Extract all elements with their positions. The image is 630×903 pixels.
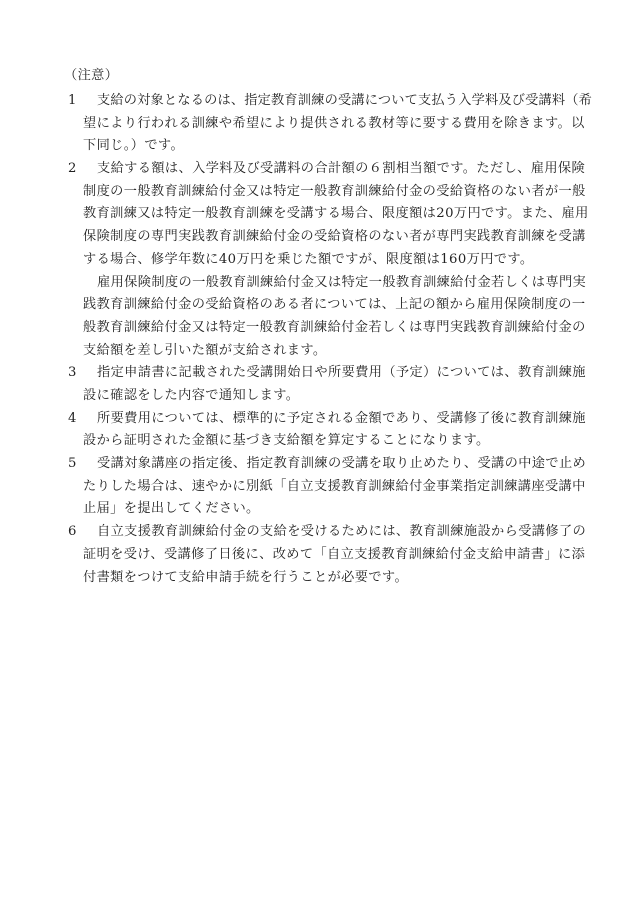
item-2-line-9: 支給額を差し引いた額が支給されます。 <box>83 343 327 358</box>
item-2-line-2: 制度の一般教育訓練給付金又は特定一般教育訓練給付金の受給資格のない者が一般 <box>83 184 586 199</box>
item-3-line-1: 指定申請書に記載された受講開始日や所要費用（予定）については、教育訓練施 <box>97 365 586 380</box>
item-2-line-1: 支給する額は、入学料及び受講料の合計額の６割相当額です。ただし、雇用保険 <box>97 161 586 176</box>
item-6-line-3: 付書類をつけて支給申請手続を行うことが必要です。 <box>83 570 409 585</box>
item-4-number: 4 <box>68 411 77 426</box>
item-2-line-8: 般教育訓練給付金又は特定一般教育訓練給付金若しくは専門実践教育訓練給付金の <box>83 320 586 335</box>
item-6-line-1: 自立支援教育訓練給付金の支給を受けるためには、教育訓練施設から受講修了の <box>97 524 587 539</box>
item-2-line-4: 保険制度の専門実践教育訓練給付金の受給資格のない者が専門実践教育訓練を受講 <box>83 229 586 244</box>
item-2-line-3: 教育訓練又は特定一般教育訓練を受講する場合、限度額は20万円です。また、雇用 <box>83 206 589 221</box>
item-1-line-3: 下同じ。）です。 <box>83 138 185 153</box>
item-1-line-2: 望により行われる訓練や希望により提供される教材等に要する費用を除きます。以 <box>83 116 585 131</box>
item-6-number: 6 <box>68 524 77 539</box>
item-3-line-2: 設に確認をした内容で通知します。 <box>83 388 300 403</box>
item-1-number: 1 <box>68 93 77 108</box>
item-4-line-1: 所要費用については、標準的に予定される金額であり、受講修了後に教育訓練施 <box>97 411 586 426</box>
item-5-line-2: たりした場合は、速やかに別紙「自立支援教育訓練給付金事業指定訓練講座受講中 <box>83 479 586 494</box>
item-2-line-6: 雇用保険制度の一般教育訓練給付金又は特定一般教育訓練給付金若しくは専門実 <box>97 275 587 290</box>
item-2-number: 2 <box>68 161 77 176</box>
item-2-line-5: する場合、修学年数に40万円を乗じた額ですが、限度額は160万円です。 <box>83 252 534 267</box>
item-5-line-1: 受講対象講座の指定後、指定教育訓練の受講を取り止めたり、受講の中途で止め <box>97 456 587 471</box>
item-4-line-2: 設から証明された金額に基づき支給額を算定することになります。 <box>83 433 490 448</box>
item-6-line-2: 証明を受け、受講修了日後に、改めて「自立支援教育訓練給付金支給申請書」に添 <box>83 547 586 562</box>
item-3-number: 3 <box>68 365 77 380</box>
notes-heading: （注意） <box>64 68 119 83</box>
item-5-line-3: 止届」を提出してください。 <box>83 501 260 516</box>
item-2-line-7: 践教育訓練給付金の受給資格のある者については、上記の額から雇用保険制度の一 <box>83 297 586 312</box>
item-1-line-1: 支給の対象となるのは、指定教育訓練の受講について支払う入学料及び受講料（希 <box>97 93 593 108</box>
item-5-number: 5 <box>68 456 77 471</box>
